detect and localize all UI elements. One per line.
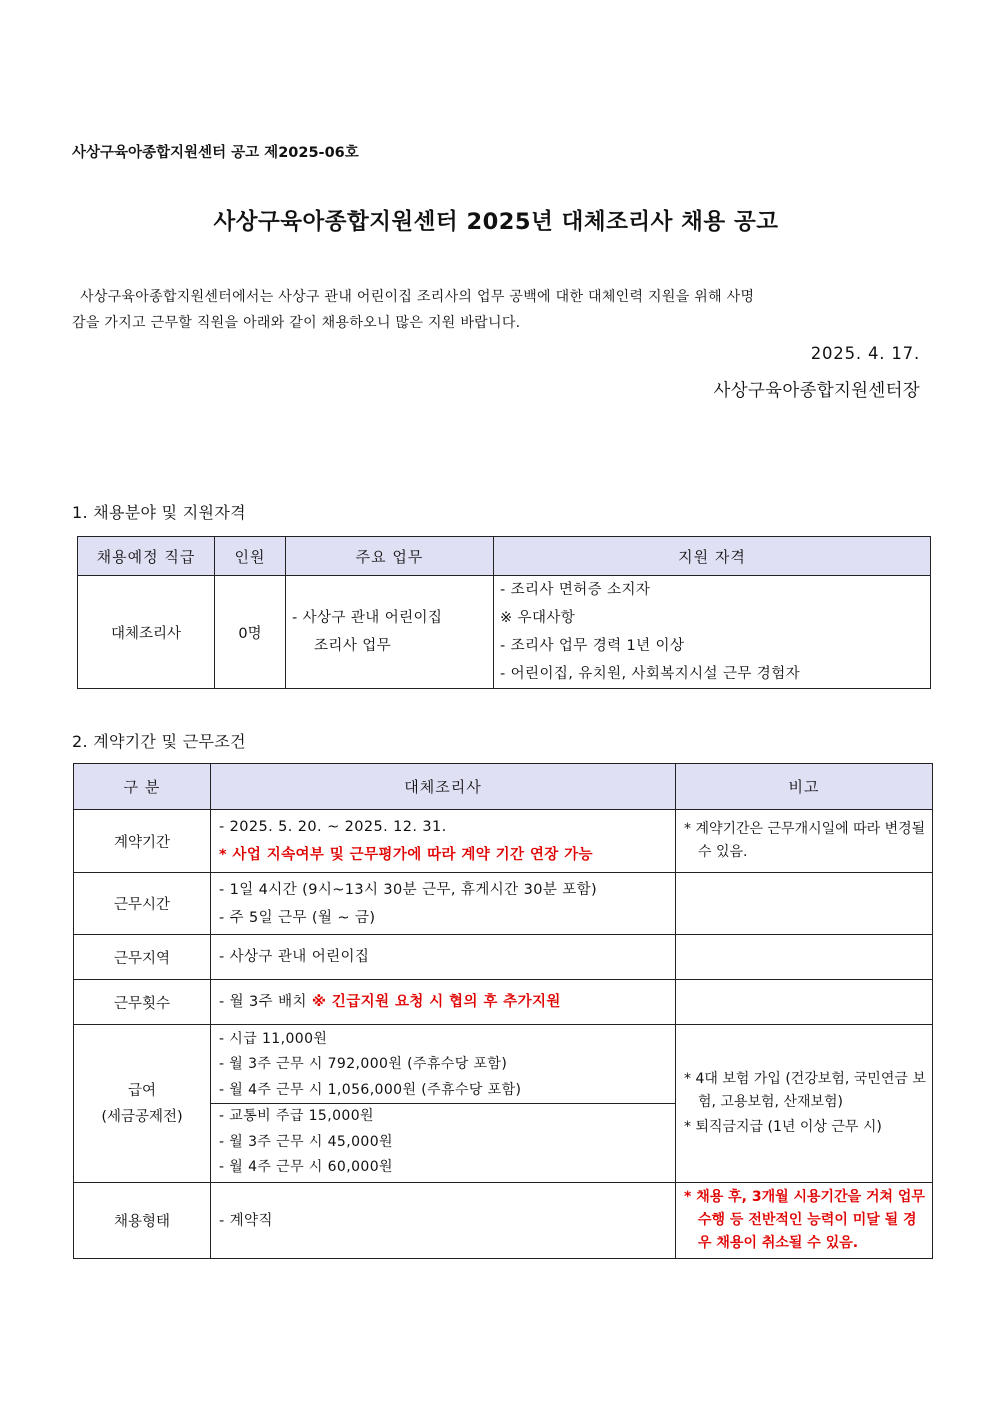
frequency-urgent-note: ※ 긴급지원 요청 시 협의 후 추가지원 <box>311 994 561 1010</box>
row-label: 근무시간 <box>74 873 211 935</box>
qualification-line: - 조리사 업무 경력 1년 이상 <box>500 638 685 654</box>
section-title: 1. 채용분야 및 지원자격 <box>72 503 246 522</box>
remark-cell <box>676 810 933 873</box>
row-label: 계약기간 <box>74 810 211 873</box>
intro-line: 사상구육아종합지원센터에서는 사상구 관내 어린이집 조리사의 업무 공백에 대한 대체인력 지원을 위해 사명 <box>80 289 755 305</box>
intro-paragraph <box>72 284 920 336</box>
frequency-line <box>219 988 675 1016</box>
column-header: 채용예정 직급 <box>78 537 215 576</box>
qualification-line: ※ 우대사항 <box>500 610 576 626</box>
table-row <box>74 935 933 980</box>
remark-cell <box>676 1025 933 1183</box>
employment-cell <box>211 1183 676 1259</box>
frequency-cell <box>211 980 676 1025</box>
hours-line: - 주 5일 근무 (월 ~ 금) <box>219 909 376 926</box>
salary-line: - 월 3주 근무 시 792,000원 (주휴수당 포함) <box>219 1056 508 1072</box>
notice-number: 사상구육아종합지원센터 공고 제2025-06호 <box>72 145 359 161</box>
column-header: 구 분 <box>74 764 211 810</box>
salary-line: - 월 4주 근무 시 1,056,000원 (주휴수당 포함) <box>219 1081 522 1098</box>
hours-line: - 1일 4시간 (9시~13시 30분 근무, 휴게시간 30분 포함) <box>219 881 598 898</box>
table-header-row <box>74 764 933 810</box>
recruitment-table <box>77 536 931 689</box>
column-header: 대체조리사 <box>211 764 676 810</box>
remark-cell <box>676 873 933 935</box>
table-header-row <box>78 537 931 576</box>
conditions-table <box>73 763 933 1259</box>
qualification-line: - 조리사 면허증 소지자 <box>500 582 651 598</box>
notice-date: 2025. 4. 17. <box>810 344 920 363</box>
contract-cell <box>211 810 676 873</box>
duty-cell <box>286 576 494 689</box>
remark-text: * 계약기간은 근무개시일에 따라 변경될 수 있음. <box>684 821 926 860</box>
table-row <box>74 810 933 873</box>
count-cell: 0명 <box>215 576 286 689</box>
duty-line: 조리사 업무 <box>314 638 392 654</box>
table-row <box>78 576 931 689</box>
duty-line: - 사상구 관내 어린이집 <box>292 610 443 626</box>
qualification-cell <box>494 576 931 689</box>
employment-line: - 계약직 <box>219 1212 273 1229</box>
remark-text: * 채용 후, 3개월 시용기간을 거쳐 업무수행 등 전반적인 능력이 미달 될 경우 채용이 취소될 수 있음. <box>684 1189 925 1251</box>
document-title: 사상구육아종합지원센터 2025년 대체조리사 채용 공고 <box>213 209 779 235</box>
salary-cell <box>211 1025 676 1183</box>
remark-cell <box>676 935 933 980</box>
column-header: 주요 업무 <box>286 537 494 576</box>
salary-label-sub: (세금공제전) <box>101 1108 183 1125</box>
table-row <box>74 873 933 935</box>
transport-line: - 교통비 주급 15,000원 <box>219 1108 374 1124</box>
table-row <box>74 1183 933 1259</box>
remark-text: * 퇴직금지급 (1년 이상 근무 시) <box>684 1119 882 1135</box>
intro-line: 감을 가지고 근무할 직원을 아래와 같이 채용하오니 많은 지원 바랍니다. <box>72 315 521 331</box>
column-header: 지원 자격 <box>494 537 931 576</box>
row-label: 근무횟수 <box>74 980 211 1025</box>
column-header: 비고 <box>676 764 933 810</box>
transport-line: - 월 4주 근무 시 60,000원 <box>219 1159 393 1175</box>
qualification-line: - 어린이집, 유치원, 사회복지시설 근무 경험자 <box>500 666 801 682</box>
salary-label: 급여 <box>127 1082 156 1099</box>
remark-cell <box>676 980 933 1025</box>
contract-period: - 2025. 5. 20. ~ 2025. 12. 31. <box>219 819 447 835</box>
salary-line: - 시급 11,000원 <box>219 1030 328 1047</box>
area-line: - 사상구 관내 어린이집 <box>219 949 370 965</box>
contract-extension-note: * 사업 지속여부 및 근무평가에 따라 계약 기간 연장 가능 <box>219 847 593 863</box>
row-label: 근무지역 <box>74 935 211 980</box>
column-header: 인원 <box>215 537 286 576</box>
frequency-text: - 월 3주 배치 <box>219 994 312 1010</box>
remark-text: * 4대 보험 가입 (건강보험, 국민연금 보험, 고용보험, 산재보험) <box>684 1071 926 1110</box>
row-label: 채용형태 <box>74 1183 211 1259</box>
table-row <box>74 1025 933 1183</box>
area-cell <box>211 935 676 980</box>
position-cell: 대체조리사 <box>78 576 215 689</box>
row-label <box>74 1025 211 1183</box>
section-title: 2. 계약기간 및 근무조건 <box>72 732 246 751</box>
table-row <box>74 980 933 1025</box>
issuer: 사상구육아종합지원센터장 <box>713 381 920 401</box>
transport-line: - 월 3주 근무 시 45,000원 <box>219 1133 393 1150</box>
remark-cell <box>676 1183 933 1259</box>
hours-cell <box>211 873 676 935</box>
